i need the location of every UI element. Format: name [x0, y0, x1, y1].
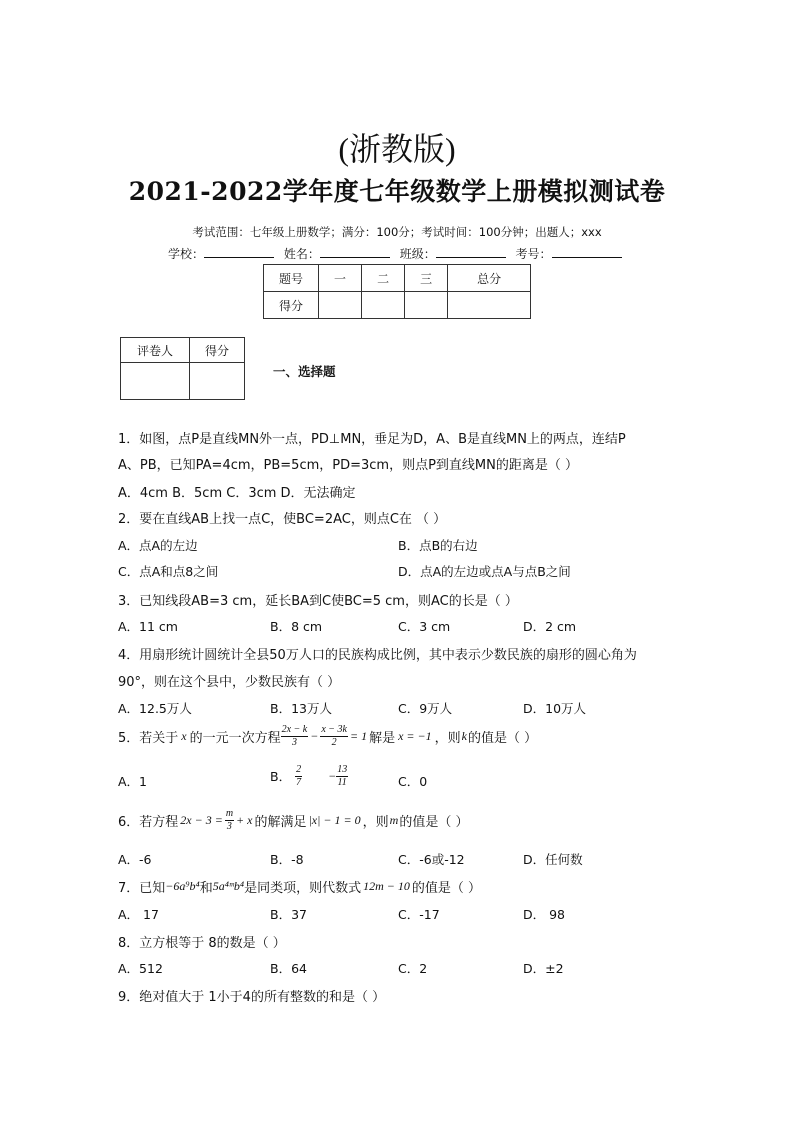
question-8-option-a: A．512	[118, 961, 163, 976]
score-row-label: 得分	[264, 292, 319, 319]
q7-text: 和	[199, 881, 213, 896]
question-2-option-a: A．点A的左边	[118, 538, 198, 553]
question-8: 8．立方根等于 8的数是（ ）	[118, 936, 286, 951]
field-name-label: 姓名：	[283, 247, 320, 261]
q5-b-numerator: 2	[296, 764, 302, 775]
q6-text: 的值是（ ）	[399, 814, 469, 830]
question-1-line-2: A、PB，已知PA=4cm，PB=5cm，PD=3cm，则点P到直线MN的距离是（ ）	[118, 458, 578, 473]
q5-frac1-denominator: 3	[291, 736, 297, 748]
field-school-blank[interactable]	[204, 245, 274, 258]
edition-subtitle: (浙教版)	[338, 131, 456, 167]
q7-term-1: −6a⁹b⁴	[165, 879, 200, 893]
q5-option-b-sign: −	[328, 768, 337, 783]
question-9: 9．绝对值大于 1小于4的所有整数的和是（ ）	[118, 990, 386, 1005]
score-cell[interactable]	[362, 292, 405, 319]
q6-abs-expr: |x| − 1 = 0	[308, 812, 361, 827]
field-class-label: 班级：	[399, 247, 436, 261]
question-4-option-d: D．10万人	[523, 701, 587, 716]
question-3-option-d: D．2 cm	[523, 619, 577, 634]
q7-term-2: 5a⁴ᵐb⁴	[212, 879, 245, 893]
q5-solution: x = −1	[398, 728, 432, 743]
grader-cell[interactable]	[121, 363, 190, 400]
q6-text: 的解满足	[254, 814, 307, 830]
question-3-option-b: B．8 cm	[270, 619, 323, 634]
score-header: 总分	[448, 265, 531, 292]
q5-text: 5．若关于	[118, 730, 179, 746]
question-8-option-b: B．64	[270, 961, 307, 976]
q7-text: 7．已知	[118, 881, 166, 896]
question-3-option-c: C．3 cm	[398, 619, 451, 634]
q5-text: ，则	[434, 730, 461, 746]
question-4-option-a: A．12.5万人	[118, 701, 192, 716]
q5-minus: −	[310, 728, 319, 743]
q6-frac-denominator: 3	[226, 820, 232, 832]
q5-var-k: k	[461, 728, 467, 743]
question-2-option-b: B．点B的右边	[398, 538, 478, 553]
grader-cell[interactable]	[190, 363, 245, 400]
question-5	[118, 724, 537, 748]
score-table	[263, 264, 531, 319]
score-cell[interactable]	[405, 292, 448, 319]
section-heading: 一、选择题	[273, 364, 336, 379]
question-3-option-a: A．11 cm	[118, 619, 178, 634]
question-4-option-c: C．9万人	[398, 701, 453, 716]
q6-frac-numerator: m	[225, 808, 234, 819]
exam-title: 2021-2022学年度七年级数学上册模拟测试卷	[128, 177, 666, 206]
q5-frac1-numerator: 2x − k	[281, 724, 308, 735]
question-1-line-1: 1．如图，点P是直线MN外一点，PD⊥MN，垂足为D，A、B是直线MN上的两点，连结P	[118, 432, 626, 447]
question-1-options: A．4cm B．5cm C．3cm D．无法确定	[118, 486, 356, 501]
question-4-line-2: 90°，则在这个县中，少数民族有（ ）	[118, 675, 341, 690]
question-6-option-d: D．任何数	[523, 852, 583, 867]
q6-eq-right: + x	[236, 812, 253, 827]
q5-var-x: x	[181, 728, 187, 743]
grader-header: 评卷人	[121, 338, 190, 363]
question-2: 2．要在直线AB上找一点C，使BC=2AC，则点C在 （ ）	[118, 512, 447, 527]
q6-text: 6．若方程	[118, 814, 179, 830]
question-5-option-a: A．1	[118, 774, 148, 789]
question-5-option-b	[270, 764, 348, 788]
score-header: 一	[319, 265, 362, 292]
q5-option-b-fraction	[295, 764, 302, 788]
score-header: 三	[405, 265, 448, 292]
question-6-option-b: B．-8	[270, 852, 304, 867]
question-6	[118, 808, 468, 832]
q5-text: 的一元一次方程	[189, 730, 281, 746]
q5-option-b-fraction-2	[336, 764, 348, 788]
q7-text: 是同类项，则代数式	[244, 881, 362, 896]
score-cell[interactable]	[319, 292, 362, 319]
field-class-blank[interactable]	[436, 245, 506, 258]
question-6-option-a: A．-6	[118, 852, 152, 867]
question-2-option-d: D．点A的左边或点A与点B之间	[398, 564, 571, 579]
score-header: 二	[362, 265, 405, 292]
grader-header: 得分	[190, 338, 245, 363]
q6-var-m: m	[389, 812, 399, 827]
q6-text: ，则	[362, 814, 389, 830]
q5-equals: = 1	[349, 728, 368, 743]
student-fields	[168, 245, 622, 262]
score-cell[interactable]	[448, 292, 531, 319]
question-2-option-c: C．点A和点8之间	[118, 564, 219, 579]
q5-fraction-1	[281, 724, 309, 748]
q5-frac2-numerator: x − 3k	[321, 724, 347, 735]
question-7-option-d: D． 98	[523, 907, 566, 922]
field-name-blank[interactable]	[320, 245, 390, 258]
question-7-option-b: B．37	[270, 907, 307, 922]
q5-b2-numerator: 13	[337, 764, 348, 775]
q5-frac2-denominator: 2	[331, 736, 337, 748]
q7-expression: 12m − 10	[363, 879, 410, 893]
score-header: 题号	[264, 265, 319, 292]
question-4-line-1: 4．用扇形统计圆统计全县50万人口的民族构成比例，其中表示少数民族的扇形的圆心角为	[118, 648, 637, 663]
field-id-blank[interactable]	[552, 245, 622, 258]
question-8-option-c: C．2	[398, 961, 428, 976]
question-7-option-c: C．-17	[398, 907, 440, 922]
field-school-label: 学校：	[168, 247, 205, 261]
question-8-option-d: D．±2	[523, 961, 564, 976]
question-5-option-c: C．0	[398, 774, 428, 789]
grader-table	[120, 337, 245, 400]
q5-b-denominator: 7	[296, 776, 302, 788]
q6-eq-left: 2x − 3 =	[180, 812, 223, 827]
question-7	[118, 877, 481, 896]
question-7-option-a: A． 17	[118, 907, 159, 922]
q5-b2-denominator: 11	[337, 776, 347, 788]
field-id-label: 考号：	[515, 247, 552, 261]
q7-text: 的值是（ ）	[411, 881, 482, 896]
q5-text: 的值是（ ）	[467, 730, 538, 746]
exam-info: 考试范围：七年级上册数学；满分：100分；考试时间：100分钟；出题人；xxx	[192, 225, 602, 239]
q5-text: 解是	[369, 730, 396, 746]
question-4-option-b: B．13万人	[270, 701, 332, 716]
question-3: 3．已知线段AB=3 cm，延长BA到C使BC=5 cm，则AC的长是（ ）	[118, 594, 518, 609]
q5-option-b-label: B．	[270, 769, 292, 784]
q6-fraction	[225, 808, 234, 832]
q5-fraction-2	[320, 724, 348, 748]
question-6-option-c: C．-6或-12	[398, 852, 465, 867]
